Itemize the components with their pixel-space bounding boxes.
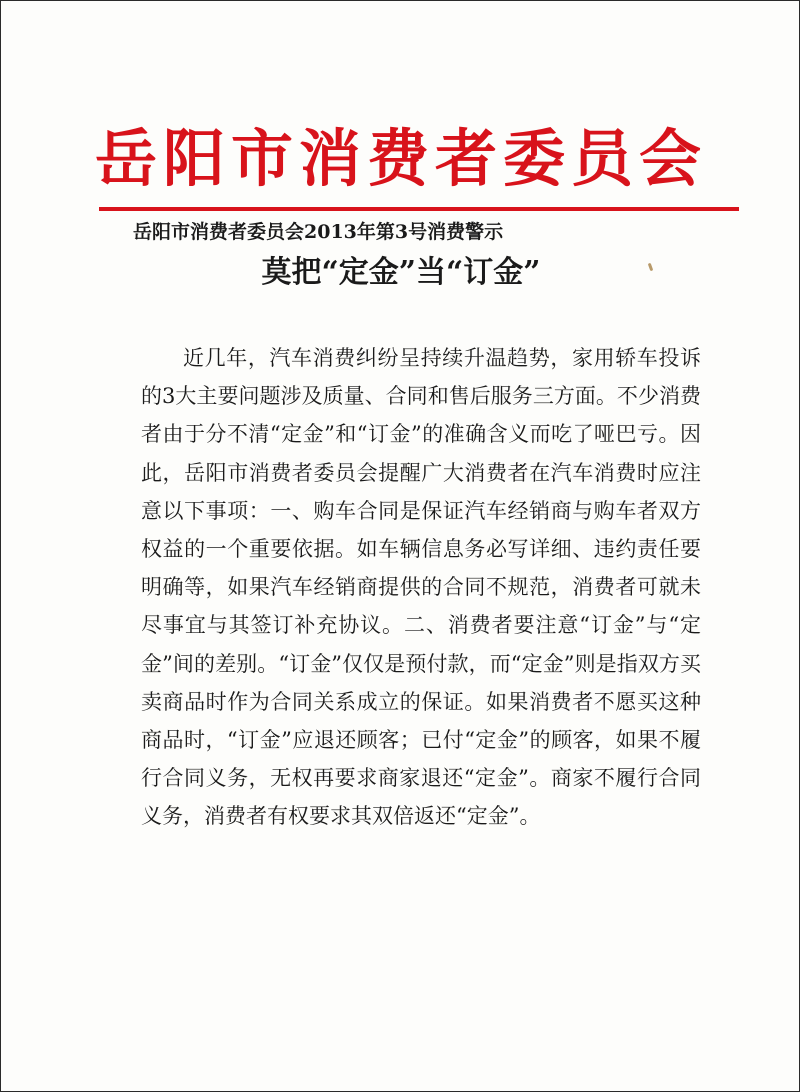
body-paragraph: 近几年，汽车消费纠纷呈持续升温趋势，家用轿车投诉的3大主要问题涉及质量、合同和售后服务三方面。不少消费者由于分不清“定金”和“订金”的准确含义而吃了哑巴亏。因此，岳阳市消费者委员会提醒广大消费者在汽车消费时应注意以下事项：一、购车合同是保证汽车经销商与购车者双方权益的一个重要依据。如车辆信息务必写详细、违约责任要明确等，如果汽车经销商提供的合同不规范，消费者可就未尽事宜与其签订补充协议。二、消费者要注意“订金”与“定金”间的差别。“订金”仅仅是预付款，而“定金”则是指双方买卖商品时作为合同关系成立的保证。如果消费者不愿买这种商品时，“订金”应退还顾客；已付“定金”的顾客，如果不履行合同义务，无权再要求商家退还“定金”。商家不履行合同义务，消费者有权要求其双倍返还“定金”。	[141, 346, 701, 829]
document-title: 莫把“定金”当“订金”	[261, 255, 541, 290]
letterhead-title: 岳阳市消费者委员会	[94, 122, 707, 195]
letterhead-divider	[99, 207, 739, 211]
issue-number-line: 岳阳市消费者委员会2013年第3号消费警示	[133, 221, 504, 243]
